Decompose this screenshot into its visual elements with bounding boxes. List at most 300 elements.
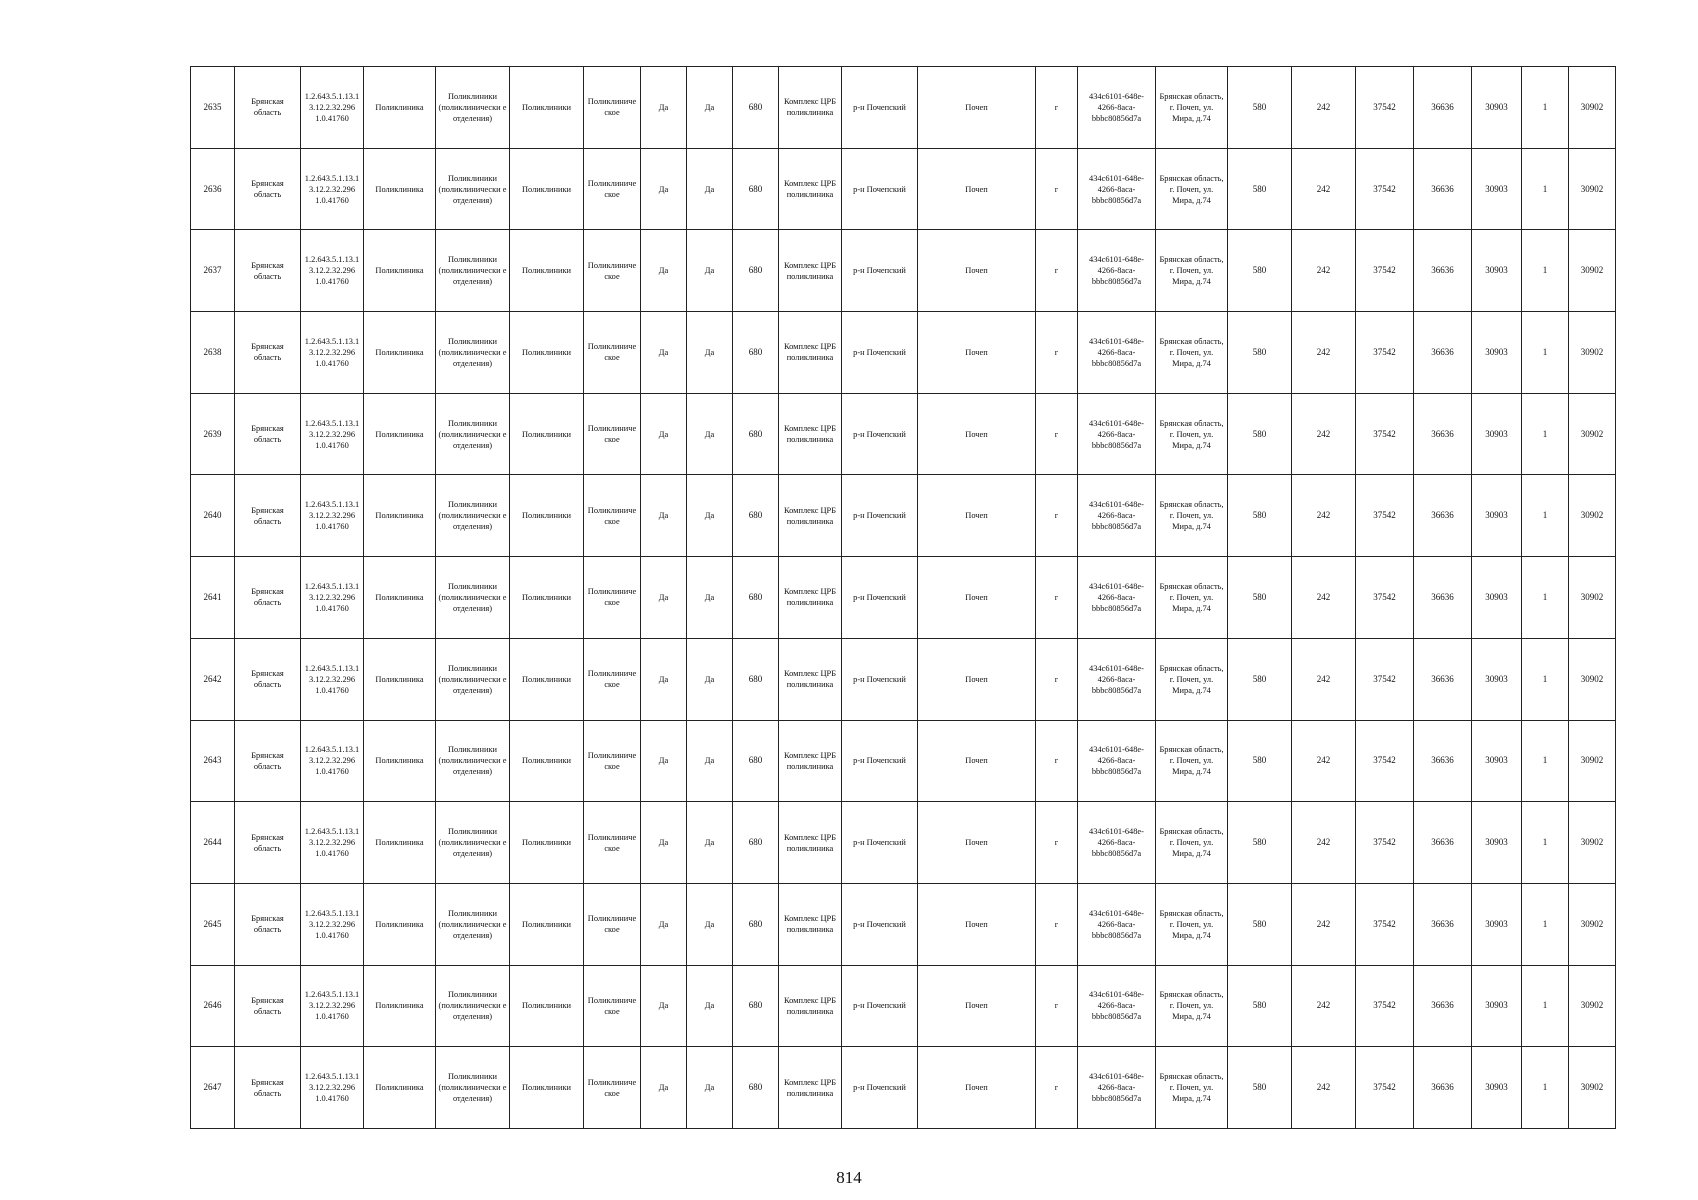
n680-cell: 680 xyxy=(733,393,779,475)
v3-cell: 37542 xyxy=(1356,965,1414,1047)
address-cell: Брянская область, г. Почеп, ул. Мира, д.74 xyxy=(1156,230,1228,312)
type1-cell: Поликлиника xyxy=(364,883,436,965)
code-cell: 1.2.643.5.1.13.13.12.2.32.296 1.0.41760 xyxy=(301,475,364,557)
type2-cell: Поликлиники (поликлинически е отделения) xyxy=(436,1047,510,1129)
address-cell: Брянская область, г. Почеп, ул. Мира, д.74 xyxy=(1156,148,1228,230)
v6-cell: 1 xyxy=(1522,1047,1569,1129)
flag1-cell: Да xyxy=(641,230,687,312)
n680-cell: 680 xyxy=(733,1047,779,1129)
v6-cell: 1 xyxy=(1522,67,1569,149)
v6-cell: 1 xyxy=(1522,312,1569,394)
row-number-cell: 2645 xyxy=(191,883,235,965)
n680-cell: 680 xyxy=(733,720,779,802)
table-row xyxy=(191,312,1616,394)
settlement-type-cell: г xyxy=(1036,1047,1078,1129)
settlement-type-cell: г xyxy=(1036,557,1078,639)
table-row xyxy=(191,475,1616,557)
row-number-cell: 2647 xyxy=(191,1047,235,1129)
type1-cell: Поликлиника xyxy=(364,475,436,557)
v1-cell: 580 xyxy=(1228,312,1292,394)
v2-cell: 242 xyxy=(1292,883,1356,965)
facility-cell: Комплекс ЦРБ поликлиника xyxy=(779,1047,842,1129)
facility-cell: Комплекс ЦРБ поликлиника xyxy=(779,148,842,230)
region-cell: Брянская область xyxy=(235,720,301,802)
v3-cell: 37542 xyxy=(1356,1047,1414,1129)
v3-cell: 37542 xyxy=(1356,802,1414,884)
type1-cell: Поликлиника xyxy=(364,638,436,720)
flag2-cell: Да xyxy=(687,720,733,802)
type1-cell: Поликлиника xyxy=(364,393,436,475)
type3-cell: Поликлиники xyxy=(510,883,584,965)
type3-cell: Поликлиники xyxy=(510,393,584,475)
address-cell: Брянская область, г. Почеп, ул. Мира, д.74 xyxy=(1156,475,1228,557)
facility-cell: Комплекс ЦРБ поликлиника xyxy=(779,557,842,639)
row-number-cell: 2639 xyxy=(191,393,235,475)
settlement-type-cell: г xyxy=(1036,965,1078,1047)
type4-cell: Поликлиниче ское xyxy=(584,720,641,802)
n680-cell: 680 xyxy=(733,312,779,394)
v2-cell: 242 xyxy=(1292,965,1356,1047)
table-row xyxy=(191,1047,1616,1129)
table-row xyxy=(191,720,1616,802)
guid-cell: 434c6101-648e-4266-8aca-bbbc80856d7a xyxy=(1078,67,1156,149)
row-number-cell: 2643 xyxy=(191,720,235,802)
address-cell: Брянская область, г. Почеп, ул. Мира, д.74 xyxy=(1156,557,1228,639)
table-row xyxy=(191,965,1616,1047)
page-number: 814 xyxy=(836,1168,862,1187)
data-table xyxy=(190,66,1616,1129)
region-cell: Брянская область xyxy=(235,67,301,149)
v3-cell: 37542 xyxy=(1356,230,1414,312)
type1-cell: Поликлиника xyxy=(364,67,436,149)
address-cell: Брянская область, г. Почеп, ул. Мира, д.74 xyxy=(1156,1047,1228,1129)
flag2-cell: Да xyxy=(687,802,733,884)
row-number-cell: 2641 xyxy=(191,557,235,639)
type3-cell: Поликлиники xyxy=(510,802,584,884)
v1-cell: 580 xyxy=(1228,883,1292,965)
type3-cell: Поликлиники xyxy=(510,230,584,312)
city-cell: Почеп xyxy=(918,1047,1036,1129)
code-cell: 1.2.643.5.1.13.13.12.2.32.296 1.0.41760 xyxy=(301,802,364,884)
table-row xyxy=(191,802,1616,884)
n680-cell: 680 xyxy=(733,638,779,720)
guid-cell: 434c6101-648e-4266-8aca-bbbc80856d7a xyxy=(1078,393,1156,475)
settlement-type-cell: г xyxy=(1036,393,1078,475)
facility-cell: Комплекс ЦРБ поликлиника xyxy=(779,720,842,802)
row-number-cell: 2644 xyxy=(191,802,235,884)
table-row xyxy=(191,883,1616,965)
code-cell: 1.2.643.5.1.13.13.12.2.32.296 1.0.41760 xyxy=(301,67,364,149)
type3-cell: Поликлиники xyxy=(510,475,584,557)
region-cell: Брянская область xyxy=(235,312,301,394)
type2-cell: Поликлиники (поликлинически е отделения) xyxy=(436,67,510,149)
settlement-type-cell: г xyxy=(1036,883,1078,965)
v4-cell: 36636 xyxy=(1414,965,1472,1047)
address-cell: Брянская область, г. Почеп, ул. Мира, д.74 xyxy=(1156,802,1228,884)
guid-cell: 434c6101-648e-4266-8aca-bbbc80856d7a xyxy=(1078,802,1156,884)
facility-cell: Комплекс ЦРБ поликлиника xyxy=(779,393,842,475)
type2-cell: Поликлиники (поликлинически е отделения) xyxy=(436,557,510,639)
guid-cell: 434c6101-648e-4266-8aca-bbbc80856d7a xyxy=(1078,557,1156,639)
v3-cell: 37542 xyxy=(1356,557,1414,639)
table-row xyxy=(191,148,1616,230)
settlement-type-cell: г xyxy=(1036,638,1078,720)
table-row xyxy=(191,638,1616,720)
district-cell: р-н Почепский xyxy=(842,638,918,720)
type4-cell: Поликлиниче ское xyxy=(584,393,641,475)
guid-cell: 434c6101-648e-4266-8aca-bbbc80856d7a xyxy=(1078,638,1156,720)
v1-cell: 580 xyxy=(1228,148,1292,230)
v4-cell: 36636 xyxy=(1414,312,1472,394)
address-cell: Брянская область, г. Почеп, ул. Мира, д.74 xyxy=(1156,67,1228,149)
v6-cell: 1 xyxy=(1522,720,1569,802)
v7-cell: 30902 xyxy=(1569,1047,1616,1129)
v5-cell: 30903 xyxy=(1472,148,1522,230)
guid-cell: 434c6101-648e-4266-8aca-bbbc80856d7a xyxy=(1078,965,1156,1047)
v4-cell: 36636 xyxy=(1414,148,1472,230)
region-cell: Брянская область xyxy=(235,230,301,312)
address-cell: Брянская область, г. Почеп, ул. Мира, д.74 xyxy=(1156,393,1228,475)
code-cell: 1.2.643.5.1.13.13.12.2.32.296 1.0.41760 xyxy=(301,393,364,475)
v7-cell: 30902 xyxy=(1569,638,1616,720)
facility-cell: Комплекс ЦРБ поликлиника xyxy=(779,312,842,394)
guid-cell: 434c6101-648e-4266-8aca-bbbc80856d7a xyxy=(1078,148,1156,230)
v1-cell: 580 xyxy=(1228,802,1292,884)
v1-cell: 580 xyxy=(1228,557,1292,639)
v1-cell: 580 xyxy=(1228,393,1292,475)
type4-cell: Поликлиниче ское xyxy=(584,557,641,639)
settlement-type-cell: г xyxy=(1036,148,1078,230)
flag2-cell: Да xyxy=(687,883,733,965)
flag2-cell: Да xyxy=(687,312,733,394)
v1-cell: 580 xyxy=(1228,1047,1292,1129)
v5-cell: 30903 xyxy=(1472,230,1522,312)
v3-cell: 37542 xyxy=(1356,148,1414,230)
district-cell: р-н Почепский xyxy=(842,312,918,394)
city-cell: Почеп xyxy=(918,312,1036,394)
type2-cell: Поликлиники (поликлинически е отделения) xyxy=(436,638,510,720)
settlement-type-cell: г xyxy=(1036,230,1078,312)
type4-cell: Поликлиниче ское xyxy=(584,475,641,557)
city-cell: Почеп xyxy=(918,965,1036,1047)
facility-cell: Комплекс ЦРБ поликлиника xyxy=(779,230,842,312)
v6-cell: 1 xyxy=(1522,230,1569,312)
city-cell: Почеп xyxy=(918,802,1036,884)
flag2-cell: Да xyxy=(687,475,733,557)
facility-cell: Комплекс ЦРБ поликлиника xyxy=(779,965,842,1047)
facility-cell: Комплекс ЦРБ поликлиника xyxy=(779,802,842,884)
v5-cell: 30903 xyxy=(1472,393,1522,475)
type1-cell: Поликлиника xyxy=(364,965,436,1047)
v5-cell: 30903 xyxy=(1472,1047,1522,1129)
city-cell: Почеп xyxy=(918,393,1036,475)
v5-cell: 30903 xyxy=(1472,802,1522,884)
city-cell: Почеп xyxy=(918,883,1036,965)
v4-cell: 36636 xyxy=(1414,230,1472,312)
v2-cell: 242 xyxy=(1292,67,1356,149)
v2-cell: 242 xyxy=(1292,475,1356,557)
v7-cell: 30902 xyxy=(1569,883,1616,965)
type4-cell: Поликлиниче ское xyxy=(584,883,641,965)
code-cell: 1.2.643.5.1.13.13.12.2.32.296 1.0.41760 xyxy=(301,883,364,965)
city-cell: Почеп xyxy=(918,475,1036,557)
guid-cell: 434c6101-648e-4266-8aca-bbbc80856d7a xyxy=(1078,720,1156,802)
guid-cell: 434c6101-648e-4266-8aca-bbbc80856d7a xyxy=(1078,883,1156,965)
v5-cell: 30903 xyxy=(1472,67,1522,149)
type2-cell: Поликлиники (поликлинически е отделения) xyxy=(436,393,510,475)
v1-cell: 580 xyxy=(1228,638,1292,720)
v1-cell: 580 xyxy=(1228,475,1292,557)
v5-cell: 30903 xyxy=(1472,475,1522,557)
v7-cell: 30902 xyxy=(1569,393,1616,475)
city-cell: Почеп xyxy=(918,638,1036,720)
row-number-cell: 2640 xyxy=(191,475,235,557)
v3-cell: 37542 xyxy=(1356,720,1414,802)
type3-cell: Поликлиники xyxy=(510,557,584,639)
flag1-cell: Да xyxy=(641,638,687,720)
region-cell: Брянская область xyxy=(235,148,301,230)
n680-cell: 680 xyxy=(733,557,779,639)
v2-cell: 242 xyxy=(1292,148,1356,230)
district-cell: р-н Почепский xyxy=(842,965,918,1047)
v6-cell: 1 xyxy=(1522,802,1569,884)
guid-cell: 434c6101-648e-4266-8aca-bbbc80856d7a xyxy=(1078,230,1156,312)
code-cell: 1.2.643.5.1.13.13.12.2.32.296 1.0.41760 xyxy=(301,638,364,720)
flag1-cell: Да xyxy=(641,67,687,149)
address-cell: Брянская область, г. Почеп, ул. Мира, д.74 xyxy=(1156,638,1228,720)
v2-cell: 242 xyxy=(1292,802,1356,884)
district-cell: р-н Почепский xyxy=(842,720,918,802)
v4-cell: 36636 xyxy=(1414,720,1472,802)
type3-cell: Поликлиники xyxy=(510,312,584,394)
address-cell: Брянская область, г. Почеп, ул. Мира, д.74 xyxy=(1156,965,1228,1047)
v2-cell: 242 xyxy=(1292,638,1356,720)
v7-cell: 30902 xyxy=(1569,148,1616,230)
v4-cell: 36636 xyxy=(1414,1047,1472,1129)
v5-cell: 30903 xyxy=(1472,312,1522,394)
settlement-type-cell: г xyxy=(1036,312,1078,394)
row-number-cell: 2637 xyxy=(191,230,235,312)
v4-cell: 36636 xyxy=(1414,802,1472,884)
region-cell: Брянская область xyxy=(235,883,301,965)
flag1-cell: Да xyxy=(641,312,687,394)
v7-cell: 30902 xyxy=(1569,230,1616,312)
n680-cell: 680 xyxy=(733,802,779,884)
table-row xyxy=(191,557,1616,639)
district-cell: р-н Почепский xyxy=(842,148,918,230)
v5-cell: 30903 xyxy=(1472,965,1522,1047)
guid-cell: 434c6101-648e-4266-8aca-bbbc80856d7a xyxy=(1078,312,1156,394)
type1-cell: Поликлиника xyxy=(364,720,436,802)
region-cell: Брянская область xyxy=(235,393,301,475)
district-cell: р-н Почепский xyxy=(842,802,918,884)
settlement-type-cell: г xyxy=(1036,720,1078,802)
flag1-cell: Да xyxy=(641,883,687,965)
v3-cell: 37542 xyxy=(1356,638,1414,720)
v7-cell: 30902 xyxy=(1569,67,1616,149)
v2-cell: 242 xyxy=(1292,720,1356,802)
type4-cell: Поликлиниче ское xyxy=(584,802,641,884)
code-cell: 1.2.643.5.1.13.13.12.2.32.296 1.0.41760 xyxy=(301,720,364,802)
v2-cell: 242 xyxy=(1292,393,1356,475)
guid-cell: 434c6101-648e-4266-8aca-bbbc80856d7a xyxy=(1078,475,1156,557)
type4-cell: Поликлиниче ское xyxy=(584,312,641,394)
n680-cell: 680 xyxy=(733,148,779,230)
flag2-cell: Да xyxy=(687,230,733,312)
type2-cell: Поликлиники (поликлинически е отделения) xyxy=(436,475,510,557)
row-number-cell: 2638 xyxy=(191,312,235,394)
v6-cell: 1 xyxy=(1522,557,1569,639)
type3-cell: Поликлиники xyxy=(510,965,584,1047)
type3-cell: Поликлиники xyxy=(510,1047,584,1129)
code-cell: 1.2.643.5.1.13.13.12.2.32.296 1.0.41760 xyxy=(301,965,364,1047)
type4-cell: Поликлиниче ское xyxy=(584,67,641,149)
n680-cell: 680 xyxy=(733,67,779,149)
v7-cell: 30902 xyxy=(1569,802,1616,884)
v4-cell: 36636 xyxy=(1414,638,1472,720)
settlement-type-cell: г xyxy=(1036,802,1078,884)
v3-cell: 37542 xyxy=(1356,312,1414,394)
type1-cell: Поликлиника xyxy=(364,148,436,230)
address-cell: Брянская область, г. Почеп, ул. Мира, д.74 xyxy=(1156,883,1228,965)
district-cell: р-н Почепский xyxy=(842,883,918,965)
type3-cell: Поликлиники xyxy=(510,67,584,149)
code-cell: 1.2.643.5.1.13.13.12.2.32.296 1.0.41760 xyxy=(301,557,364,639)
v7-cell: 30902 xyxy=(1569,557,1616,639)
district-cell: р-н Почепский xyxy=(842,1047,918,1129)
v7-cell: 30902 xyxy=(1569,720,1616,802)
v2-cell: 242 xyxy=(1292,1047,1356,1129)
type2-cell: Поликлиники (поликлинически е отделения) xyxy=(436,312,510,394)
v6-cell: 1 xyxy=(1522,475,1569,557)
v3-cell: 37542 xyxy=(1356,475,1414,557)
flag1-cell: Да xyxy=(641,557,687,639)
settlement-type-cell: г xyxy=(1036,67,1078,149)
district-cell: р-н Почепский xyxy=(842,557,918,639)
flag1-cell: Да xyxy=(641,475,687,557)
table-row xyxy=(191,393,1616,475)
type1-cell: Поликлиника xyxy=(364,557,436,639)
v6-cell: 1 xyxy=(1522,393,1569,475)
type2-cell: Поликлиники (поликлинически е отделения) xyxy=(436,802,510,884)
guid-cell: 434c6101-648e-4266-8aca-bbbc80856d7a xyxy=(1078,1047,1156,1129)
region-cell: Брянская область xyxy=(235,638,301,720)
type4-cell: Поликлиниче ское xyxy=(584,638,641,720)
v7-cell: 30902 xyxy=(1569,965,1616,1047)
address-cell: Брянская область, г. Почеп, ул. Мира, д.74 xyxy=(1156,720,1228,802)
region-cell: Брянская область xyxy=(235,557,301,639)
district-cell: р-н Почепский xyxy=(842,393,918,475)
type1-cell: Поликлиника xyxy=(364,230,436,312)
settlement-type-cell: г xyxy=(1036,475,1078,557)
type1-cell: Поликлиника xyxy=(364,1047,436,1129)
n680-cell: 680 xyxy=(733,965,779,1047)
type2-cell: Поликлиники (поликлинически е отделения) xyxy=(436,230,510,312)
v5-cell: 30903 xyxy=(1472,638,1522,720)
facility-cell: Комплекс ЦРБ поликлиника xyxy=(779,638,842,720)
v6-cell: 1 xyxy=(1522,148,1569,230)
city-cell: Почеп xyxy=(918,67,1036,149)
v3-cell: 37542 xyxy=(1356,393,1414,475)
flag1-cell: Да xyxy=(641,148,687,230)
flag1-cell: Да xyxy=(641,965,687,1047)
flag1-cell: Да xyxy=(641,802,687,884)
row-number-cell: 2642 xyxy=(191,638,235,720)
v1-cell: 580 xyxy=(1228,965,1292,1047)
type2-cell: Поликлиники (поликлинически е отделения) xyxy=(436,720,510,802)
region-cell: Брянская область xyxy=(235,802,301,884)
v6-cell: 1 xyxy=(1522,638,1569,720)
n680-cell: 680 xyxy=(733,230,779,312)
v4-cell: 36636 xyxy=(1414,557,1472,639)
flag2-cell: Да xyxy=(687,638,733,720)
facility-cell: Комплекс ЦРБ поликлиника xyxy=(779,475,842,557)
v3-cell: 37542 xyxy=(1356,883,1414,965)
v2-cell: 242 xyxy=(1292,312,1356,394)
district-cell: р-н Почепский xyxy=(842,230,918,312)
city-cell: Почеп xyxy=(918,148,1036,230)
flag1-cell: Да xyxy=(641,720,687,802)
v4-cell: 36636 xyxy=(1414,393,1472,475)
type1-cell: Поликлиника xyxy=(364,802,436,884)
city-cell: Почеп xyxy=(918,230,1036,312)
v5-cell: 30903 xyxy=(1472,557,1522,639)
type4-cell: Поликлиниче ское xyxy=(584,1047,641,1129)
flag2-cell: Да xyxy=(687,965,733,1047)
region-cell: Брянская область xyxy=(235,965,301,1047)
code-cell: 1.2.643.5.1.13.13.12.2.32.296 1.0.41760 xyxy=(301,312,364,394)
type4-cell: Поликлиниче ское xyxy=(584,148,641,230)
type2-cell: Поликлиники (поликлинически е отделения) xyxy=(436,148,510,230)
facility-cell: Комплекс ЦРБ поликлиника xyxy=(779,883,842,965)
type4-cell: Поликлиниче ское xyxy=(584,965,641,1047)
code-cell: 1.2.643.5.1.13.13.12.2.32.296 1.0.41760 xyxy=(301,230,364,312)
row-number-cell: 2635 xyxy=(191,67,235,149)
row-number-cell: 2636 xyxy=(191,148,235,230)
type4-cell: Поликлиниче ское xyxy=(584,230,641,312)
code-cell: 1.2.643.5.1.13.13.12.2.32.296 1.0.41760 xyxy=(301,1047,364,1129)
address-cell: Брянская область, г. Почеп, ул. Мира, д.74 xyxy=(1156,312,1228,394)
flag1-cell: Да xyxy=(641,1047,687,1129)
v5-cell: 30903 xyxy=(1472,720,1522,802)
v1-cell: 580 xyxy=(1228,67,1292,149)
row-number-cell: 2646 xyxy=(191,965,235,1047)
v2-cell: 242 xyxy=(1292,230,1356,312)
v3-cell: 37542 xyxy=(1356,67,1414,149)
table-row xyxy=(191,67,1616,149)
type3-cell: Поликлиники xyxy=(510,720,584,802)
flag2-cell: Да xyxy=(687,67,733,149)
facility-cell: Комплекс ЦРБ поликлиника xyxy=(779,67,842,149)
table-row xyxy=(191,230,1616,312)
v4-cell: 36636 xyxy=(1414,883,1472,965)
type3-cell: Поликлиники xyxy=(510,148,584,230)
flag2-cell: Да xyxy=(687,148,733,230)
n680-cell: 680 xyxy=(733,475,779,557)
flag2-cell: Да xyxy=(687,1047,733,1129)
v7-cell: 30902 xyxy=(1569,475,1616,557)
flag1-cell: Да xyxy=(641,393,687,475)
code-cell: 1.2.643.5.1.13.13.12.2.32.296 1.0.41760 xyxy=(301,148,364,230)
district-cell: р-н Почепский xyxy=(842,67,918,149)
flag2-cell: Да xyxy=(687,557,733,639)
v5-cell: 30903 xyxy=(1472,883,1522,965)
v6-cell: 1 xyxy=(1522,965,1569,1047)
v7-cell: 30902 xyxy=(1569,312,1616,394)
type3-cell: Поликлиники xyxy=(510,638,584,720)
v6-cell: 1 xyxy=(1522,883,1569,965)
v2-cell: 242 xyxy=(1292,557,1356,639)
